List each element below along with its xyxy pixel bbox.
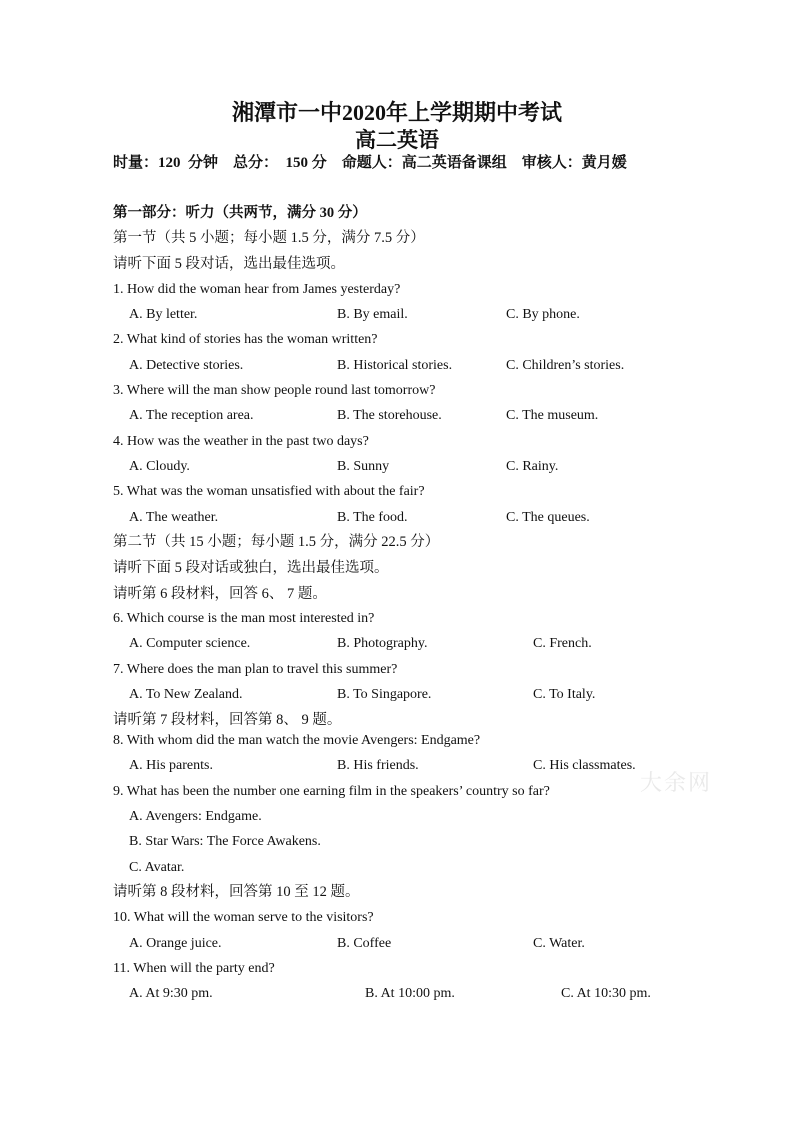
question-9: 9. What has been the number one earning film in the speakers’ country so far? xyxy=(113,784,550,799)
section2-instruction: 请听下面 5 段对话或独白，选出最佳选项。 xyxy=(113,560,389,576)
question-4-option-b: B. Sunny xyxy=(337,459,390,474)
section1-instruction: 请听下面 5 段对话，选出最佳选项。 xyxy=(113,256,345,272)
exam-subtitle: 高二英语 xyxy=(355,128,439,152)
question-3-option-b: B. The storehouse. xyxy=(337,408,442,423)
question-3: 3. Where will the man show people round last tomorrow? xyxy=(113,383,436,398)
question-5-option-b: B. The food. xyxy=(337,510,408,525)
question-4-option-a: A. Cloudy. xyxy=(129,459,190,474)
question-4: 4. How was the weather in the past two days? xyxy=(113,434,369,449)
question-1: 1. How did the woman hear from James yesterday? xyxy=(113,282,401,297)
question-4-option-c: C. Rainy. xyxy=(506,459,559,474)
part1-heading: 第一部分：听力（共两节，满分 30 分） xyxy=(113,205,367,221)
question-11: 11. When will the party end? xyxy=(113,961,275,976)
question-8-option-b: B. His friends. xyxy=(337,758,419,773)
question-2-option-b: B. Historical stories. xyxy=(337,358,453,373)
question-5-option-a: A. The weather. xyxy=(129,510,219,525)
group-7-instruction: 请听第 7 段材料，回答第 8、 9 题。 xyxy=(113,712,342,728)
question-9-option-c: C. Avatar. xyxy=(129,860,185,875)
section1-heading: 第一节（共 5 小题；每小题 1.5 分，满分 7.5 分） xyxy=(113,230,425,246)
question-6-option-b: B. Photography. xyxy=(337,636,428,651)
question-8-option-c: C. His classmates. xyxy=(533,758,636,773)
question-6-option-a: A. Computer science. xyxy=(129,636,251,651)
question-2: 2. What kind of stories has the woman written? xyxy=(113,332,378,347)
question-11-option-a: A. At 9:30 pm. xyxy=(129,986,213,1001)
question-5: 5. What was the woman unsatisfied with about the fair? xyxy=(113,484,425,499)
question-3-option-a: A. The reception area. xyxy=(129,408,254,423)
question-11-option-b: B. At 10:00 pm. xyxy=(365,986,455,1001)
question-10-option-b: B. Coffee xyxy=(337,936,392,951)
question-2-option-a: A. Detective stories. xyxy=(129,358,244,373)
question-7-option-a: A. To New Zealand. xyxy=(129,687,243,702)
question-7-option-c: C. To Italy. xyxy=(533,687,596,702)
question-10: 10. What will the woman serve to the visitors? xyxy=(113,910,374,925)
question-3-option-c: C. The museum. xyxy=(506,408,599,423)
question-1-option-c: C. By phone. xyxy=(506,307,580,322)
question-1-option-b: B. By email. xyxy=(337,307,408,322)
question-11-option-c: C. At 10:30 pm. xyxy=(561,986,651,1001)
question-8: 8. With whom did the man watch the movie Avengers: Endgame? xyxy=(113,733,481,748)
group-6-instruction: 请听第 6 段材料，回答 6、 7 题。 xyxy=(113,586,327,602)
question-10-option-c: C. Water. xyxy=(533,936,585,951)
question-9-option-a: A. Avengers: Endgame. xyxy=(129,809,262,824)
question-6: 6. Which course is the man most interested in? xyxy=(113,611,375,626)
question-8-option-a: A. His parents. xyxy=(129,758,213,773)
question-7-option-b: B. To Singapore. xyxy=(337,687,432,702)
question-2-option-c: C. Children’s stories. xyxy=(506,358,625,373)
watermark-text: 大余网 xyxy=(640,770,713,795)
question-9-option-b: B. Star Wars: The Force Awakens. xyxy=(129,834,321,849)
question-6-option-c: C. French. xyxy=(533,636,592,651)
question-5-option-c: C. The queues. xyxy=(506,510,590,525)
question-10-option-a: A. Orange juice. xyxy=(129,936,222,951)
question-1-option-a: A. By letter. xyxy=(129,307,198,322)
exam-meta: 时量：120 分钟 总分： 150 分 命题人：高二英语备课组 审核人：黄月媛 xyxy=(113,155,627,171)
exam-title: 湘潭市一中2020年上学期期中考试 xyxy=(231,100,562,125)
section2-heading: 第二节（共 15 小题；每小题 1.5 分，满分 22.5 分） xyxy=(113,534,440,550)
group-8-instruction: 请听第 8 段材料，回答第 10 至 12 题。 xyxy=(113,884,360,900)
question-7: 7. Where does the man plan to travel this summer? xyxy=(113,662,398,677)
